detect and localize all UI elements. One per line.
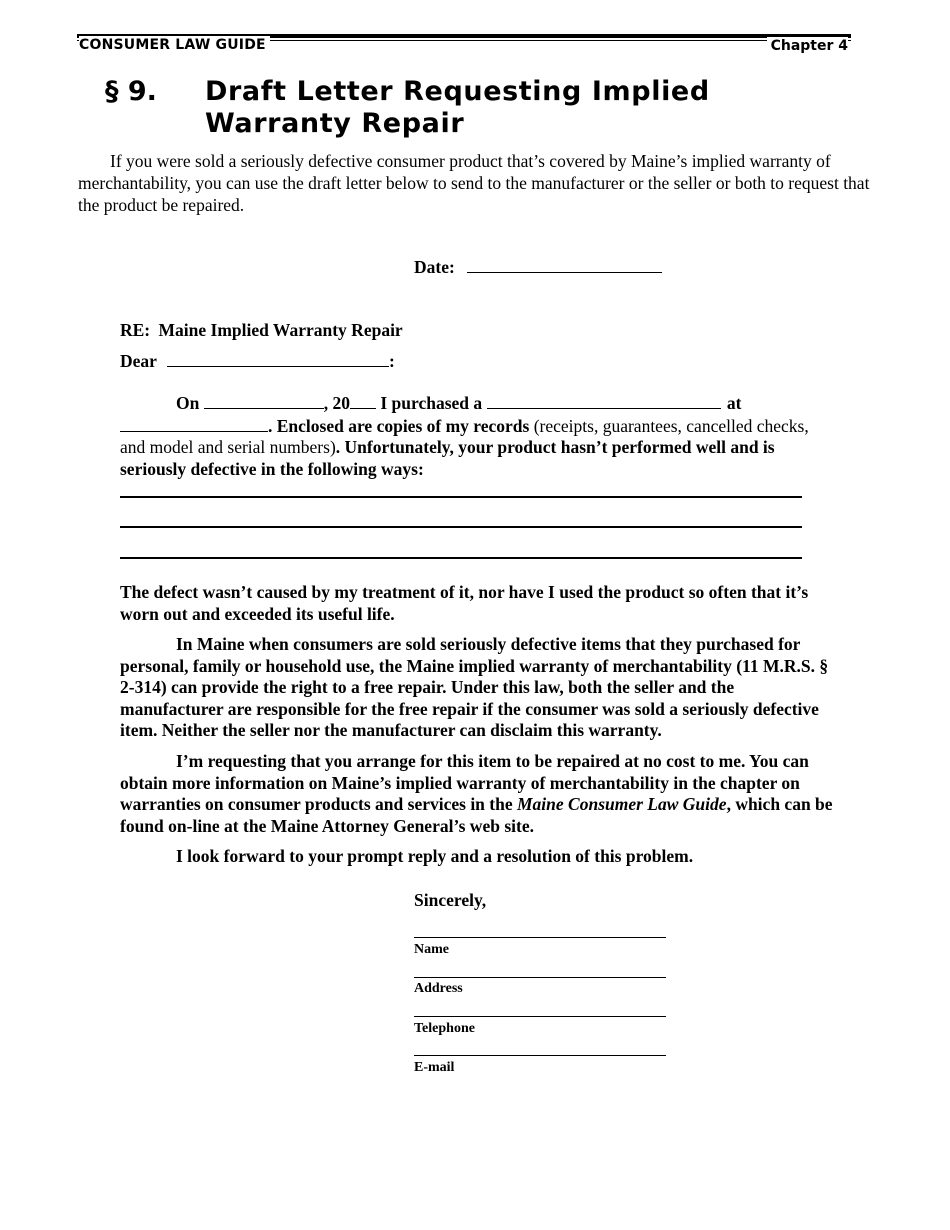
defect-intro: . Unfortunately, your product hasn’t performed well and is seriously defective in the following ways: [120, 437, 775, 479]
defect-line-3[interactable] [120, 557, 802, 559]
section-title: Draft Letter Requesting Implied Warranty Repair [205, 76, 710, 139]
defect-line-1[interactable] [120, 496, 802, 498]
law-paragraph: In Maine when consumers are sold seriously defective items that they purchased for personal, family or household use, the Maine implied warranty of merchantability (11 M.R.S. § 2-314) can provide the right to a free repair. Under this law, both the seller and the manufacturer are responsible for the free repair if the consumer was sold a seriously defective item. Neither the seller nor the manufacturer can disclaim this warranty. [120, 634, 829, 740]
recipient-blank[interactable] [167, 350, 389, 367]
request-text-end: , which can be found on-line at the Maine Attorney General’s web site. [120, 794, 833, 836]
on-label: On [176, 393, 200, 413]
purchase-paragraph [120, 392, 835, 480]
telephone-line[interactable] [414, 1016, 666, 1017]
closing-salutation: Sincerely, [414, 890, 487, 910]
closing-paragraph: I look forward to your prompt reply and a resolution of this problem. [176, 846, 694, 866]
request-text: I’m requesting that you arrange for this item to be repaired at no cost to me. You can obtain more information on Maine’s implied warranty of merchantability in the chapter on warranties on consumer products and services in the [120, 751, 809, 814]
dear-label: Dear [120, 351, 157, 371]
date-blank[interactable] [467, 256, 662, 273]
treatment-paragraph: The defect wasn’t caused by my treatment of it, nor have I used the product so often that it’s worn out and exceeded its useful life. [120, 582, 809, 624]
address-label: Address [414, 981, 463, 996]
seller-blank[interactable] [120, 415, 268, 432]
email-line[interactable] [414, 1055, 666, 1056]
date-row [414, 256, 662, 278]
section-number: § 9. [105, 76, 157, 107]
re-subject: Maine Implied Warranty Repair [158, 320, 403, 340]
enclosed-text: . Enclosed are copies of my records [268, 415, 530, 436]
telephone-label: Telephone [414, 1021, 475, 1036]
name-line[interactable] [414, 937, 666, 938]
running-header-chapter: Chapter 4 [767, 37, 848, 55]
records-detail: (receipts, guarantees, cancelled checks, and model and serial numbers) [120, 415, 809, 457]
product-blank[interactable] [487, 392, 721, 409]
purchase-year-blank[interactable] [350, 392, 376, 409]
address-line[interactable] [414, 977, 666, 978]
email-label: E-mail [414, 1060, 455, 1075]
purchased-label: I purchased a [380, 393, 483, 413]
re-line [120, 319, 403, 341]
salutation [120, 350, 395, 372]
defect-line-2[interactable] [120, 526, 802, 528]
guide-title: Maine Consumer Law Guide [517, 794, 727, 814]
name-label: Name [414, 942, 449, 957]
date-label: Date: [414, 257, 455, 277]
at-label: at [726, 393, 742, 413]
request-paragraph [120, 751, 835, 837]
intro-paragraph: If you were sold a seriously defective consumer product that’s covered by Maine’s implied warranty of merchantability, you can use the draft letter below to send to the manufacturer or the seller or both to request that the product be repaired. [78, 151, 870, 215]
dear-colon: : [388, 351, 395, 371]
re-label: RE: [120, 320, 151, 340]
running-header-title: CONSUMER LAW GUIDE [79, 36, 270, 54]
purchase-date-blank[interactable] [204, 392, 324, 409]
year-prefix: , 20 [323, 393, 350, 413]
